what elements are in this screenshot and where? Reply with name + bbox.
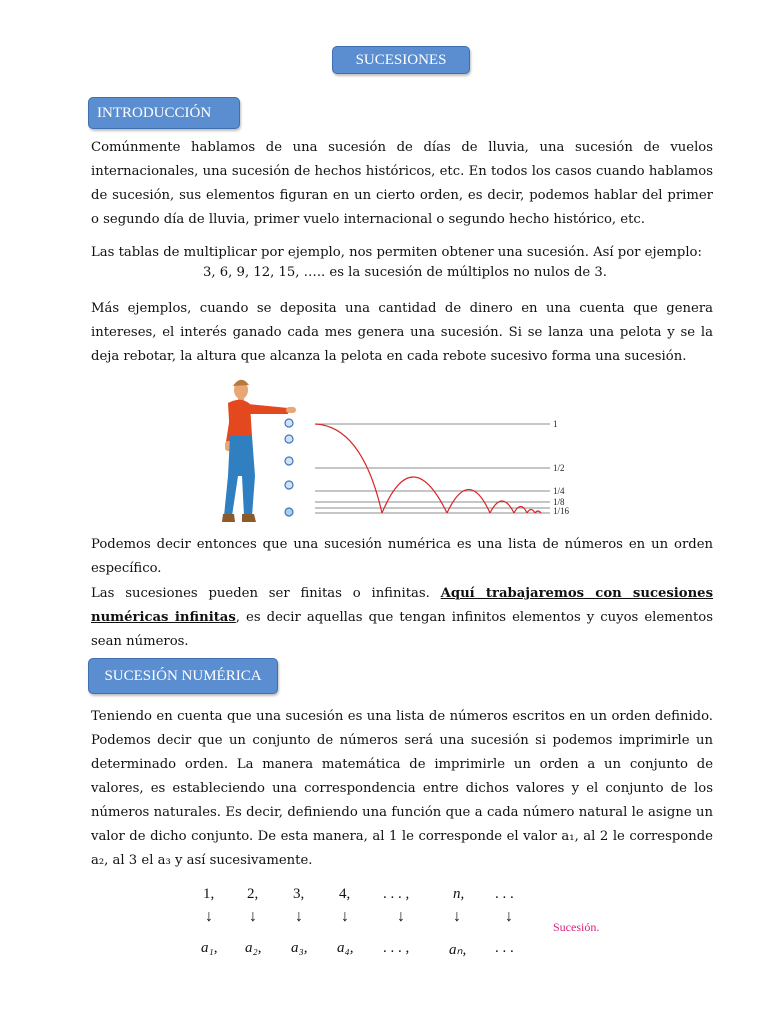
arrow-down-icon: ↓: [453, 908, 461, 925]
label-1-4: 1/4: [553, 486, 565, 496]
label-1-8: 1/8: [553, 497, 565, 507]
title-box: [332, 46, 470, 74]
section-heading-sucesion-numerica: [88, 658, 278, 694]
section-heading-introduccion: [88, 97, 240, 129]
intro-paragraph-3: Más ejemplos, cuando se deposita una cantidad de dinero en una cuenta que genera intereses, el interés ganado cada mes genera una sucesión. Si se lanza una pelota y se la deja rebotar, la altura que alcanza la pelota en cada rebote sucesivo forma una sucesión.: [91, 301, 713, 364]
arrow-down-icon: ↓: [295, 908, 303, 925]
arrow-down-icon: ↓: [249, 908, 257, 925]
section2-paragraph: Teniendo en cuenta que una sucesión es una lista de números escritos en un orden definido. Podemos decir que un conjunto de números será una sucesión si podemos imprimirle un determinado orden. La manera matemática de imprimirle un orden a un conjunto de valores, es estableciendo una correspondencia entre dichos valores y el conjunto de los números naturales. Es decir, definiendo una función que a cada número natural le asigne un valor de dicho conjunto. De esta manera, al 1 le corresponde el valor a₁, al 2 le corresponde a₂, al 3 el a₃ y así sucesivamente.: [91, 709, 713, 868]
page-title: SUCESIONES: [355, 51, 447, 68]
p5-end: , es decir aquellas que tengan infinitos elementos y cuyos elementos sean números.: [91, 610, 713, 649]
seq-top-1: 1,: [203, 886, 215, 902]
intro-paragraph-1: Comúnmente hablamos de una sucesión de días de lluvia, una sucesión de vuelos internacionales, una sucesión de hechos históricos, etc. En todos los casos cuando hablamos de sucesión, sus elementos figuran en un cierto orden, es decir, podemos hablar del primer o segundo día de lluvia, primer vuelo internacional o segundo hecho histórico, etc.: [91, 140, 713, 227]
section-heading-text: INTRODUCCIÓN: [97, 104, 212, 121]
seq-bottom-an: aₙ,: [449, 942, 467, 958]
arrow-down-icon: ↓: [505, 908, 513, 925]
intro-paragraph-5: [91, 582, 713, 654]
bouncing-ball-figure: [222, 376, 582, 528]
sequence-label: Sucesión.: [553, 920, 600, 934]
seq-top-4: 4,: [339, 886, 351, 902]
seq-bottom-dots: . . . ,: [383, 940, 410, 956]
intro-paragraph-4: Podemos decir entonces que una sucesión numérica es una lista de números en un orden específico.: [91, 537, 713, 576]
intro-paragraph-2: Las tablas de multiplicar por ejemplo, nos permiten obtener una sucesión. Así por ejemplo:: [91, 245, 702, 260]
multiples-example: 3, 6, 9, 12, 15, ….. es la sucesión de múltiplos no nulos de 3.: [203, 265, 607, 280]
person-illustration: [222, 380, 296, 522]
arrow-down-icon: ↓: [205, 908, 213, 925]
seq-top-n: n,: [453, 886, 465, 902]
height-lines: [315, 424, 550, 513]
arrow-down-icon: ↓: [341, 908, 349, 925]
p5-start: Las sucesiones pueden ser finitas o infinitas.: [91, 586, 441, 601]
label-1: 1: [553, 419, 558, 429]
p5-emphasis: Aquí trabajaremos con sucesiones numéricas infinitas: [91, 586, 714, 625]
seq-bottom-a2: a₂,: [245, 940, 262, 956]
section-heading-text: SUCESIÓN NUMÉRICA: [104, 667, 262, 684]
height-labels: [553, 419, 570, 516]
sequence-diagram: [195, 880, 635, 970]
seq-top-3: 3,: [293, 886, 305, 902]
label-1-16: 1/16: [553, 506, 570, 516]
seq-top-2: 2,: [247, 886, 259, 902]
seq-top-dots: . . . ,: [383, 886, 410, 902]
seq-top-end: . . .: [495, 886, 514, 902]
seq-bottom-a1: a₁,: [201, 940, 218, 956]
bounce-curves: [315, 424, 541, 513]
seq-bottom-a3: a₃,: [291, 940, 308, 956]
seq-bottom-a4: a₄,: [337, 940, 354, 956]
ball-positions: [285, 419, 293, 516]
arrow-down-icon: ↓: [397, 908, 405, 925]
seq-bottom-end: . . .: [495, 940, 514, 956]
bounce-illustration: [222, 376, 582, 528]
label-1-2: 1/2: [553, 463, 565, 473]
